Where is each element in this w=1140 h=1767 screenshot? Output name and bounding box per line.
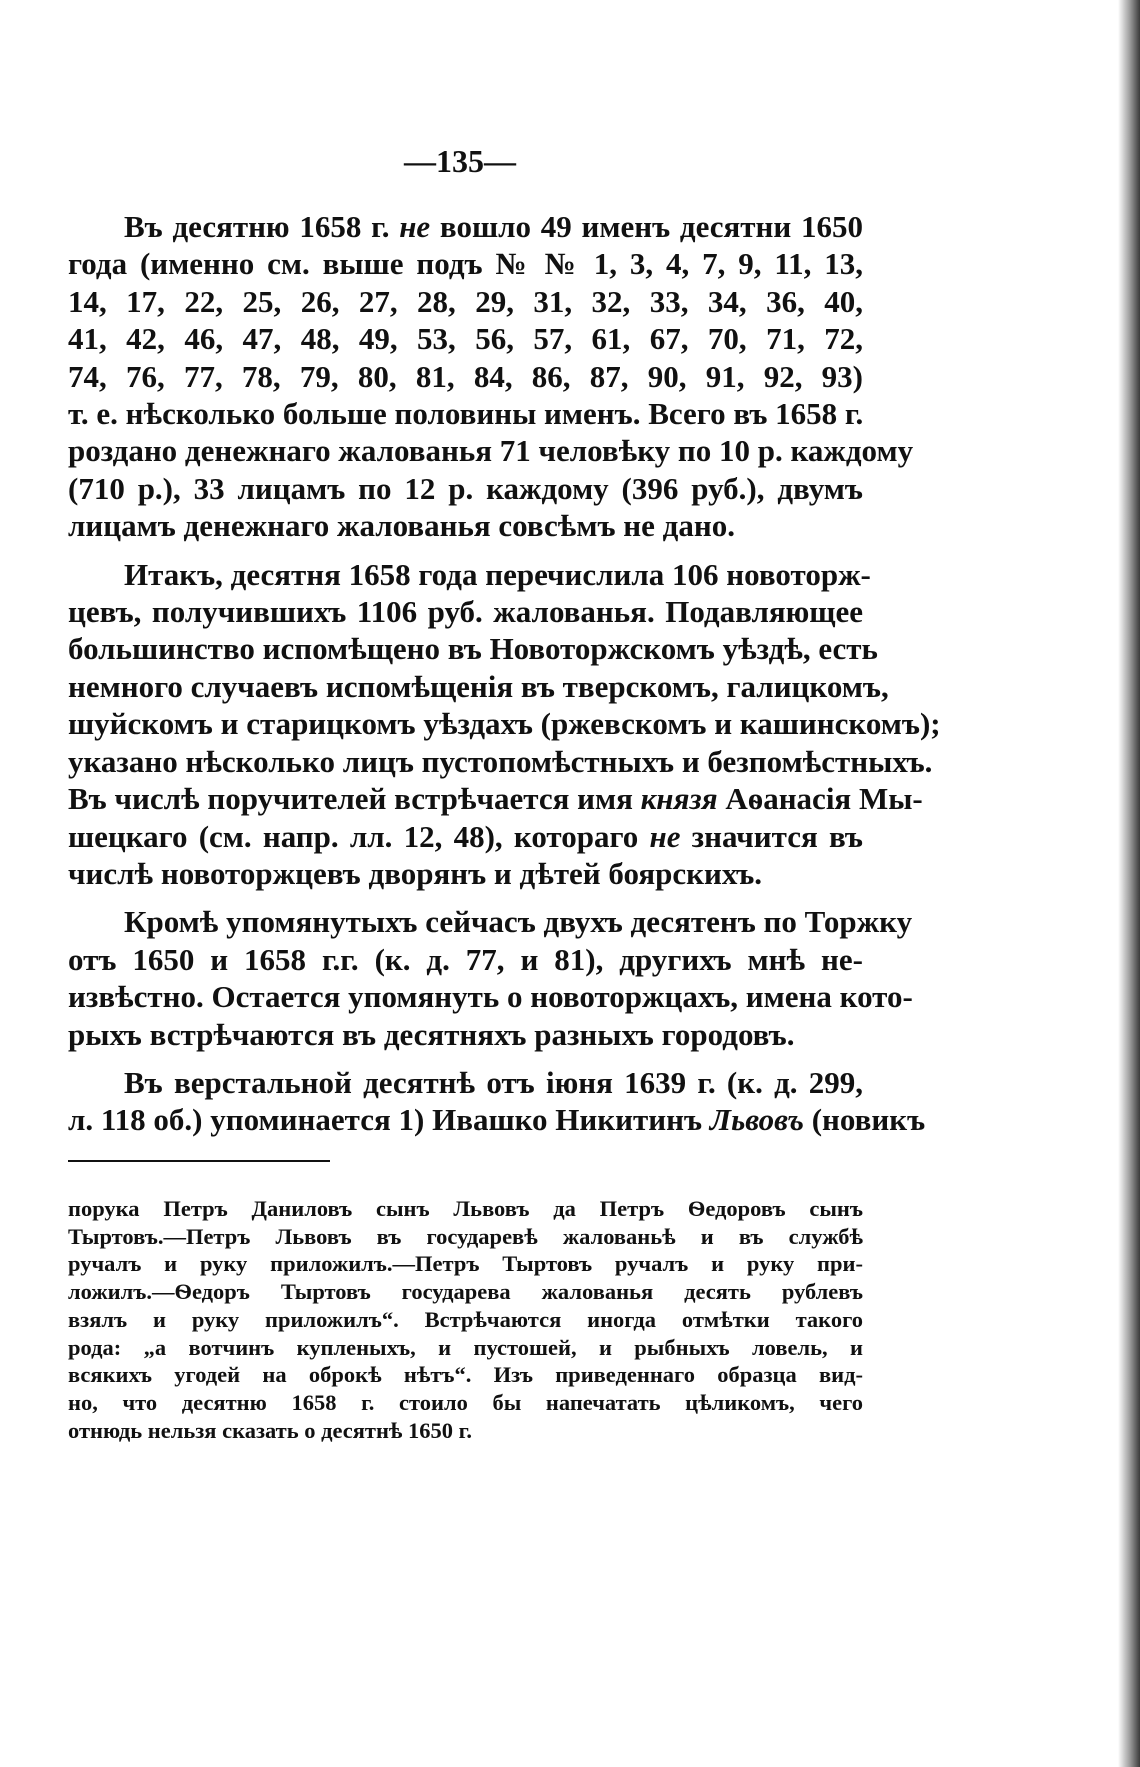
text-line: т. е. нѣсколько больше половины именъ. Всего въ 1658 г. xyxy=(68,396,864,432)
page-number: —135— xyxy=(404,143,516,179)
footnote-line: рода: „а вотчинъ купленыхъ, и пустошей, и рыбныхъ ловель, и xyxy=(68,1334,863,1360)
footnote-line: отнюдь нельзя сказать о десятнѣ 1650 г. xyxy=(68,1417,472,1443)
text-line: отъ 1650 и 1658 г.г. (к. д. 77, и 81), другихъ мнѣ не- xyxy=(68,941,863,977)
text-line: Кромѣ упомянутыхъ сейчасъ двухъ десятенъ по Торжку xyxy=(124,904,913,940)
text-line: роздано денежнаго жалованья 71 человѣку по 10 р. каждому xyxy=(68,433,914,469)
text-line: 74, 76, 77, 78, 79, 80, 81, 84, 86, 87, 90, 91, 92, 93) xyxy=(68,358,863,394)
text-line: Итакъ, десятня 1658 года перечислила 106 новоторж- xyxy=(124,556,871,592)
text-line: 41, 42, 46, 47, 48, 49, 53, 56, 57, 61, 67, 70, 71, 72, xyxy=(68,321,863,357)
paragraph-3 xyxy=(68,903,913,1053)
text-line: (710 р.), 33 лицамъ по 12 р. каждому (396 руб.), двумъ xyxy=(68,470,863,506)
text-line: лицамъ денежнаго жалованья совсѣмъ не дано. xyxy=(68,508,735,544)
footnote-line: ручалъ и руку приложилъ.—Петръ Тыртовъ ручалъ и руку при- xyxy=(68,1251,863,1277)
paragraph-2 xyxy=(68,556,941,893)
text-line: большинство испомѣщено въ Новоторжскомъ уѣздѣ, есть xyxy=(68,631,878,667)
footnote-line: Тыртовъ.—Петръ Львовъ въ государевѣ жалованьѣ и въ службѣ xyxy=(68,1223,863,1249)
text-line: Въ верстальной десятнѣ отъ іюня 1639 г. (к. д. 299, xyxy=(124,1064,863,1100)
text-line: 14, 17, 22, 25, 26, 27, 28, 29, 31, 32, 33, 34, 36, 40, xyxy=(68,283,863,319)
main-text xyxy=(68,208,941,1139)
text-line: немного случаевъ испомѣщенія въ тверскомъ, галицкомъ, xyxy=(68,668,889,704)
paragraph-4 xyxy=(68,1064,926,1139)
text-line: шецкаго (см. напр. лл. 12, 48), котораго не значится въ xyxy=(68,818,863,854)
footnote-divider xyxy=(68,1160,330,1162)
page-edge-shadow xyxy=(1118,0,1140,1767)
text-line: числѣ новоторжцевъ дворянъ и дѣтей боярскихъ. xyxy=(68,855,763,891)
text-line: цевъ, получившихъ 1106 руб. жалованья. Подавляющее xyxy=(68,594,863,630)
text-line: извѣстно. Остается упомянуть о новоторжцахъ, имена кото- xyxy=(68,979,913,1015)
footnote-line: взялъ и руку приложилъ“. Встрѣчаются иногда отмѣтки такого xyxy=(68,1306,863,1332)
paragraph-1 xyxy=(68,208,914,545)
footnote-line: ложилъ.—Ѳедоръ Тыртовъ государева жалованья десять рублевъ xyxy=(68,1279,863,1305)
text-line: указано нѣсколько лицъ пустопомѣстныхъ и безпомѣстныхъ. xyxy=(68,743,933,779)
footnote-line: порука Петръ Даниловъ сынъ Львовъ да Петръ Ѳедоровъ сынъ xyxy=(68,1196,863,1221)
footnote xyxy=(68,1195,863,1444)
footnote-line: но, что десятню 1658 г. стоило бы напечатать цѣликомъ, чего xyxy=(68,1389,863,1415)
text-line: шуйскомъ и старицкомъ уѣздахъ (ржевскомъ и кашинскомъ); xyxy=(68,706,941,742)
text-line: л. 118 об.) упоминается 1) Ивашко Никитинъ Львовъ (новикъ xyxy=(68,1102,926,1138)
footnote-line: всякихъ угодей на оброкѣ нѣтъ“. Изъ приведеннаго образца вид- xyxy=(68,1362,863,1388)
text-line: рыхъ встрѣчаются въ десятняхъ разныхъ городовъ. xyxy=(68,1016,795,1052)
text-line: Въ десятню 1658 г. не вошло 49 именъ десятни 1650 xyxy=(124,209,863,244)
text-line: года (именно см. выше подъ № № 1, 3, 4, 7, 9, 11, 13, xyxy=(68,246,863,282)
text-line: Въ числѣ поручителей встрѣчается имя князя Аѳанасія Мы- xyxy=(68,781,923,817)
